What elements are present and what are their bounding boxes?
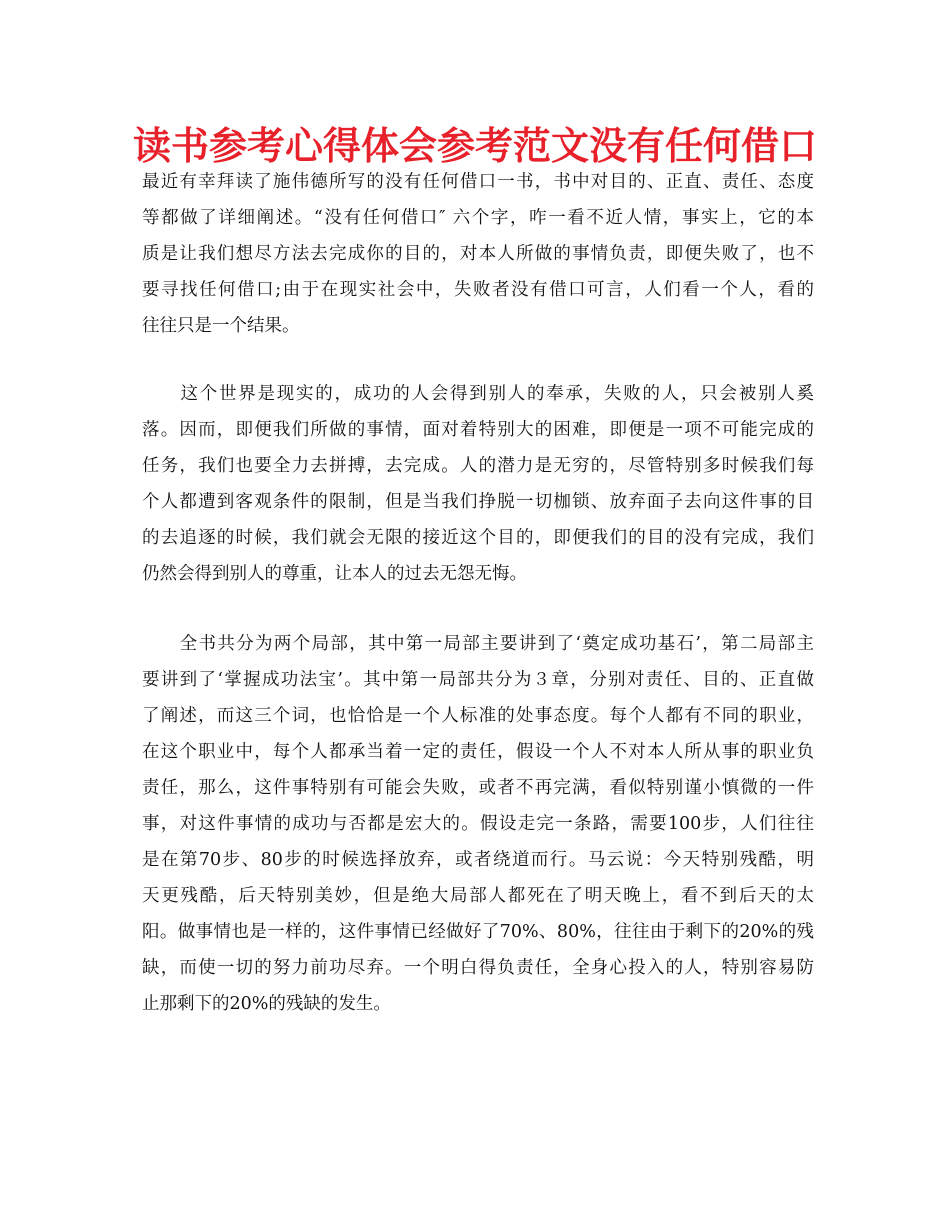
text-line: 任务，我们也要全力去拼搏，去完成。人的潜力是无穷的，尽管特别多时候我们每 [142,456,814,476]
text-line: 质是让我们想尽方法去完成你的目的，对本人所做的事情负责，即便失败了，也不 [142,244,814,264]
text-line: 天更残酷，后天特别美妙，但是绝大局部人都死在了明天晚上，看不到后天的太 [142,886,814,906]
text-line: 等都做了详细阐述。“没有任何借口″ 六个字，咋一看不近人情，事实上，它的本 [142,208,814,228]
text-line: 要寻找任何借口;由于在现实社会中，失败者没有借口可言，人们看一个人，看的 [142,280,814,300]
paragraph-intro [142,164,814,344]
text-line: 全书共分为两个局部，其中第一局部主要讲到了‘奠定成功基石’，第二局部主 [142,634,814,654]
text-line: 的去追逐的时候，我们就会无限的接近这个目的，即便我们的目的没有完成，我们 [142,528,814,548]
text-line: 了阐述，而这三个词，也恰恰是一个人标准的处事态度。每个人都有不同的职业， [142,706,814,726]
text-line: 在这个职业中，每个人都承当着一定的责任，假设一个人不对本人所从事的职业负 [142,742,814,762]
text-line: 事，对这件事情的成功与否都是宏大的。假设走完一条路，需要100步，人们往往 [142,814,814,834]
text-line: 往往只是一个结果。 [142,316,300,336]
paragraph-reality [142,376,814,592]
text-line: 阳。做事情也是一样的，这件事情已经做好了70%、80%，往往由于剩下的20%的残 [142,922,814,942]
document-title: 读书参考心得体会参考范文没有任何借口 [132,124,817,168]
text-line: 止那剩下的20%的残缺的发生。 [142,994,391,1014]
text-line: 缺，而使一切的努力前功尽弃。一个明白得负责任，全身心投入的人，特别容易防 [142,958,814,978]
text-line: 要讲到了‘掌握成功法宝’。其中第一局部共分为３章，分别对责任、目的、正直做 [142,670,814,690]
text-line: 责任，那么，这件事特别有可能会失败，或者不再完满，看似特别谨小慎微的一件 [142,778,814,798]
text-line: 最近有幸拜读了施伟德所写的没有任何借口一书，书中对目的、正直、责任、态度 [142,172,814,192]
paragraph-book-structure [142,626,814,1022]
text-line: 落。因而，即便我们所做的事情，面对着特别大的困难，即便是一项不可能完成的 [142,420,814,440]
text-line: 仍然会得到别人的尊重，让本人的过去无怨无悔。 [142,564,527,584]
text-line: 这个世界是现实的，成功的人会得到别人的奉承，失败的人，只会被别人奚 [142,384,814,404]
text-line: 个人都遭到客观条件的限制，但是当我们挣脱一切枷锁、放弃面子去向这件事的目 [142,492,814,512]
text-line: 是在第70步、80步的时候选择放弃，或者绕道而行。马云说：今天特别残酷，明 [142,850,814,870]
